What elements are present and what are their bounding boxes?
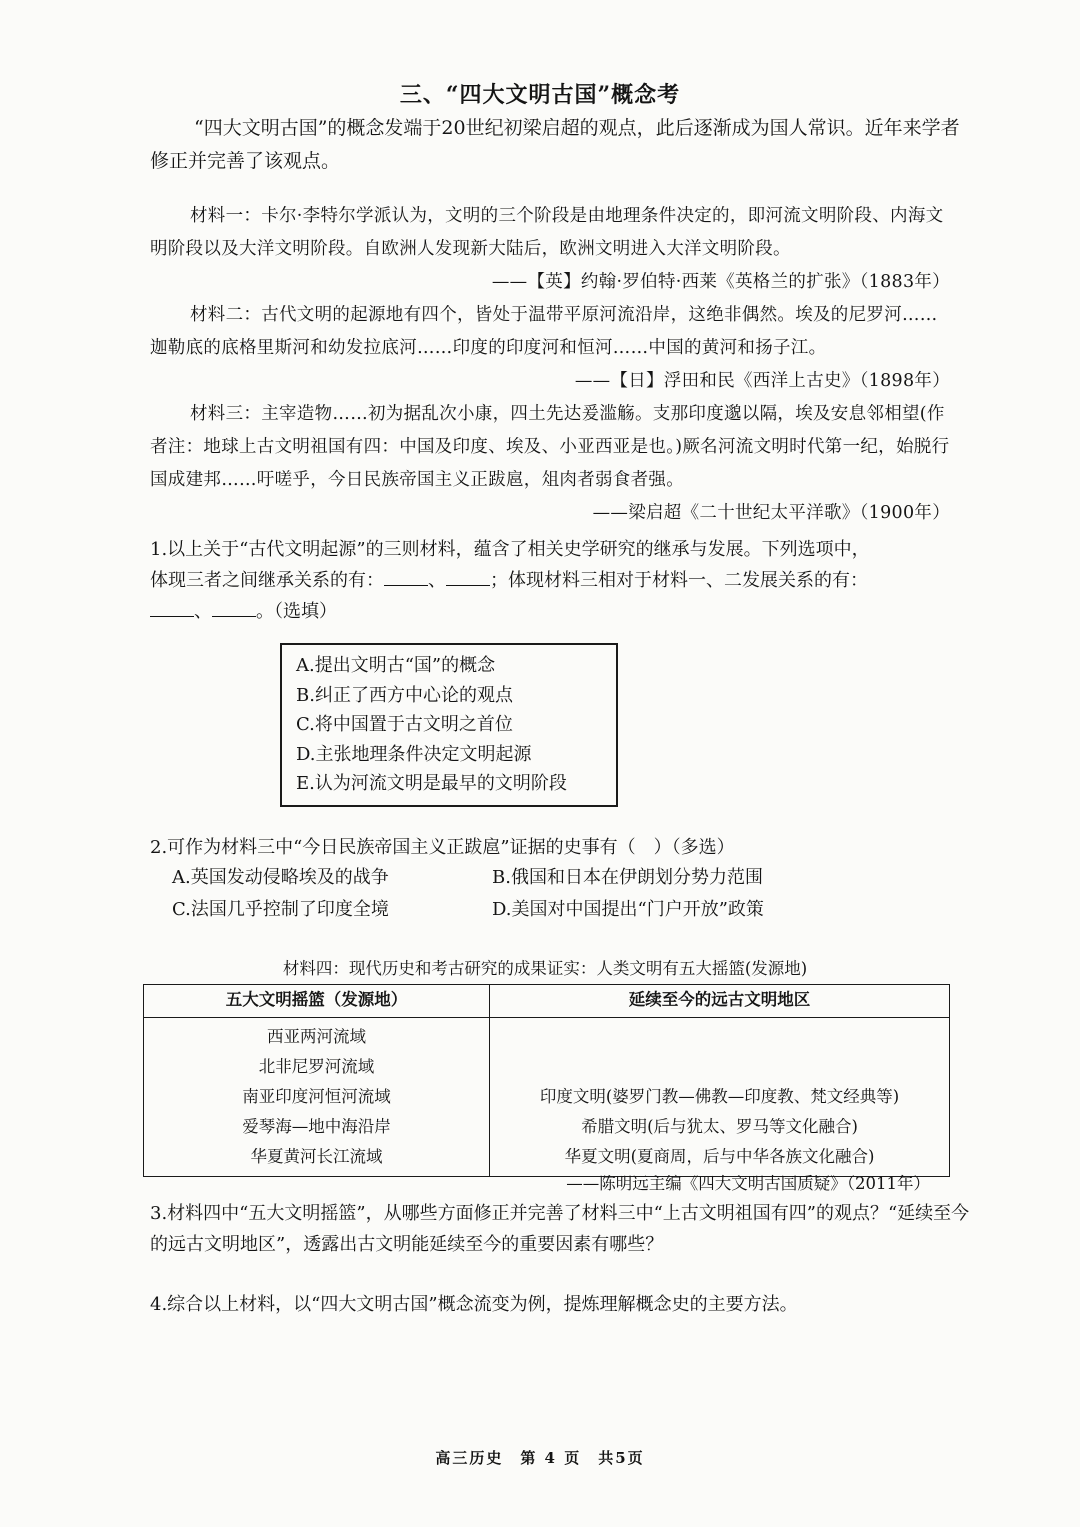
table-header-continued: 延续至今的远古文明地区 <box>490 985 950 1018</box>
option-e: E.认为河流文明是最早的文明阶段 <box>296 773 567 794</box>
q2-option-a: A.英国发动侵略埃及的战争 <box>172 867 389 888</box>
material-3-text: 材料三：主宰造物……初为据乱次小康，四土先达爰滥觞。支那印度邈以隔，埃及安息邻相望(作者注：地球上古文明祖国有四：中国及印度、埃及、小亚西亚是也。)厥名河流文明时代第一纪，始脱行国成建邦……吁嗟乎，今日民族帝国主义正跋扈，俎肉者弱食者强。 <box>150 404 950 490</box>
material-2-text: 材料二：古代文明的起源地有四个，皆处于温带平原河流沿岸，这绝非偶然。埃及的尼罗河……迦勒底的底格里斯河和幼发拉底河……印度的印度河和恒河……中国的黄河和扬子江。 <box>150 305 938 358</box>
material-1-source: ——【英】约翰·罗伯特·西莱《英格兰的扩张》（1883年） <box>491 272 950 292</box>
material-1 <box>150 200 950 299</box>
intro-paragraph: “四大文明古国”的概念发端于20世纪初梁启超的观点，此后逐渐成为国人常识。近年来学者修正并完善了该观点。 <box>150 117 960 172</box>
q2-option-b: B.俄国和日本在伊朗划分势力范围 <box>492 867 763 888</box>
cradles-cell: 西亚两河流域 北非尼罗河流域 南亚印度河恒河流域 爱琴海—地中海沿岸 华夏黄河长江流域 <box>144 1018 490 1177</box>
table-row <box>144 1018 950 1177</box>
answer-blank[interactable] <box>384 565 428 586</box>
answer-blank[interactable] <box>150 596 194 617</box>
table-header-row <box>144 985 950 1018</box>
option-c: C.将中国置于古文明之首位 <box>296 714 513 735</box>
material-4-caption: 材料四：现代历史和考古研究的成果证实：人类文明有五大摇篮(发源地) <box>282 959 808 978</box>
table-header-cradles: 五大文明摇篮（发源地） <box>144 985 490 1018</box>
continued-civilizations-cell: 印度文明(婆罗门教—佛教—印度教、梵文经典等) 希腊文明(后与犹太、罗马等文化融合) 华夏文明(夏商周，后与中华各族文化融合) <box>490 1018 950 1177</box>
page-footer: 高三历史 第 4 页 共5页 <box>435 1449 645 1467</box>
question-1 <box>150 534 970 627</box>
options-box <box>280 643 618 807</box>
question-1-line3: 、 。（选填） <box>150 596 970 627</box>
question-1-line1: 1.以上关于“古代文明起源”的三则材料，蕴含了相关史学研究的继承与发展。下列选项中， <box>150 539 870 560</box>
material-3-source: ——梁启超《二十世纪太平洋歌》（1900年） <box>592 503 950 523</box>
material-2-source: ——【日】浮田和民《西洋上古史》（1898年） <box>574 371 950 391</box>
answer-blank[interactable] <box>212 596 256 617</box>
question-2-options <box>172 862 872 926</box>
section-title: 三、“四大文明古国”概念考 <box>399 82 681 108</box>
material-3 <box>150 398 950 530</box>
material-2 <box>150 299 950 398</box>
material-4-source: ——陈明远主编《四大文明古国质疑》（2011年） <box>566 1174 930 1193</box>
material-4-table <box>143 984 950 1177</box>
question-1-line2: 体现三者之间继承关系的有： 、 ；体现材料三相对于材料一、二发展关系的有： <box>150 565 970 596</box>
q2-option-d: D.美国对中国提出“门户开放”政策 <box>492 899 764 920</box>
option-b: B.纠正了西方中心论的观点 <box>296 684 513 706</box>
option-a: A.提出文明古“国”的概念 <box>296 655 496 676</box>
option-d: D.主张地理条件决定文明起源 <box>296 743 532 765</box>
question-2-stem: 2.可作为材料三中“今日民族帝国主义正跋扈”证据的史事有（ ）（多选） <box>150 837 735 858</box>
question-4: 4.综合以上材料，以“四大文明古国”概念流变为例，提炼理解概念史的主要方法。 <box>150 1294 798 1315</box>
answer-blank[interactable] <box>446 565 490 586</box>
question-3: 3.材料四中“五大文明摇篮”，从哪些方面修正并完善了材料三中“上古文明祖国有四”的观点？“延续至今的远古文明地区”，透露出古文明能延续至今的重要因素有哪些？ <box>150 1203 970 1255</box>
q2-option-c: C.法国几乎控制了印度全境 <box>172 899 389 920</box>
material-1-text: 材料一：卡尔·李特尔学派认为，文明的三个阶段是由地理条件决定的，即河流文明阶段、内海文明阶段以及大洋文明阶段。自欧洲人发现新大陆后，欧洲文明进入大洋文明阶段。 <box>150 206 944 259</box>
